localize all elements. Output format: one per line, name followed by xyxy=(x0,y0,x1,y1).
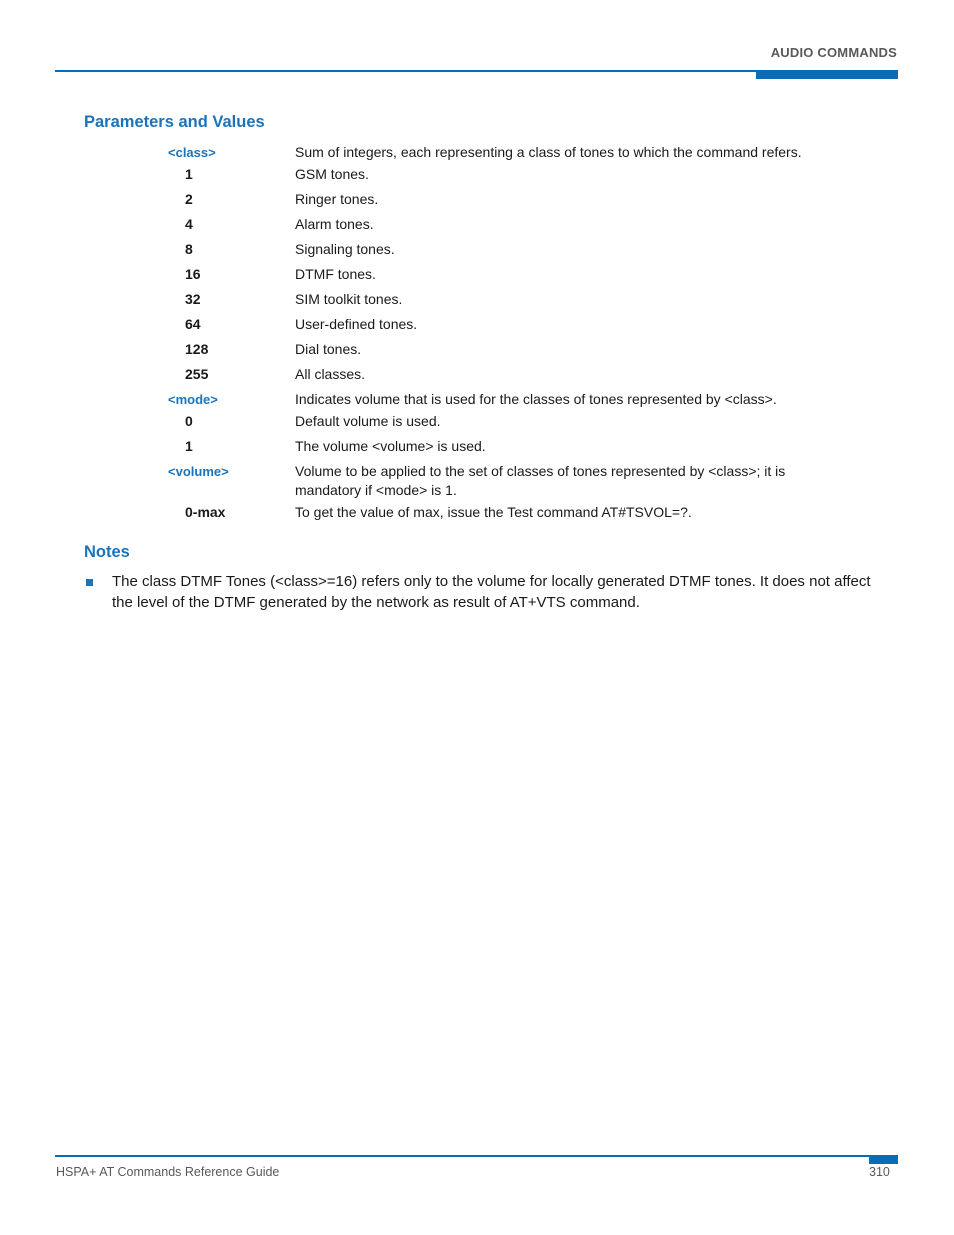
parameter-description: Volume to be applied to the set of classes of tones represented by <class>; it is mandatory if <mode> is 1. xyxy=(295,463,786,498)
parameter-description: Indicates volume that is used for the classes of tones represented by <class>. xyxy=(295,391,777,407)
parameter-description: Dial tones. xyxy=(295,341,362,357)
parameter-name: <class> xyxy=(168,145,216,160)
parameter-value: 16 xyxy=(185,266,201,282)
parameter-value: 1 xyxy=(185,166,193,182)
parameter-description: User-defined tones. xyxy=(295,316,418,332)
parameter-description: Ringer tones. xyxy=(295,191,379,207)
parameter-description: Sum of integers, each representing a class of tones to which the command refers. xyxy=(295,144,802,160)
parameter-name: <mode> xyxy=(168,392,218,407)
parameter-value: 0 xyxy=(185,413,193,429)
parameter-description: All classes. xyxy=(295,366,366,382)
parameter-description: Alarm tones. xyxy=(295,216,374,232)
parameter-description: The volume <volume> is used. xyxy=(295,438,486,454)
parameter-description: DTMF tones. xyxy=(295,266,376,282)
parameter-name: <volume> xyxy=(168,464,229,479)
notes-heading: Notes xyxy=(84,543,130,561)
parameter-description: Signaling tones. xyxy=(295,241,395,257)
parameter-value: 0-max xyxy=(185,504,226,520)
parameter-value: 32 xyxy=(185,291,201,307)
footer-accent-block xyxy=(869,1155,898,1164)
parameter-value: 1 xyxy=(185,438,193,454)
parameter-description: To get the value of max, issue the Test command AT#TSVOL=?. xyxy=(295,504,692,520)
parameters-heading: Parameters and Values xyxy=(84,113,265,131)
parameter-value: 4 xyxy=(185,216,193,232)
parameter-value: 255 xyxy=(185,366,209,382)
parameter-description: Default volume is used. xyxy=(295,413,441,429)
parameter-value: 128 xyxy=(185,341,209,357)
parameter-value: 2 xyxy=(185,191,193,207)
header-section-title: AUDIO COMMANDS xyxy=(770,45,897,60)
note-item: The class DTMF Tones (<class>=16) refers only to the volume for locally generated DTMF tones. It does not affect the level of the DTMF generated by the network as result of AT+VTS command. xyxy=(112,573,871,611)
parameter-value: 64 xyxy=(185,316,201,332)
parameter-value: 8 xyxy=(185,241,193,257)
parameter-description: GSM tones. xyxy=(295,166,369,182)
header-accent-block xyxy=(756,70,898,79)
footer-rule xyxy=(55,1155,898,1157)
bullet-icon xyxy=(86,579,93,586)
footer-page-number: 310 xyxy=(869,1165,890,1179)
footer-doc-title: HSPA+ AT Commands Reference Guide xyxy=(56,1165,280,1179)
parameter-description: SIM toolkit tones. xyxy=(295,291,403,307)
